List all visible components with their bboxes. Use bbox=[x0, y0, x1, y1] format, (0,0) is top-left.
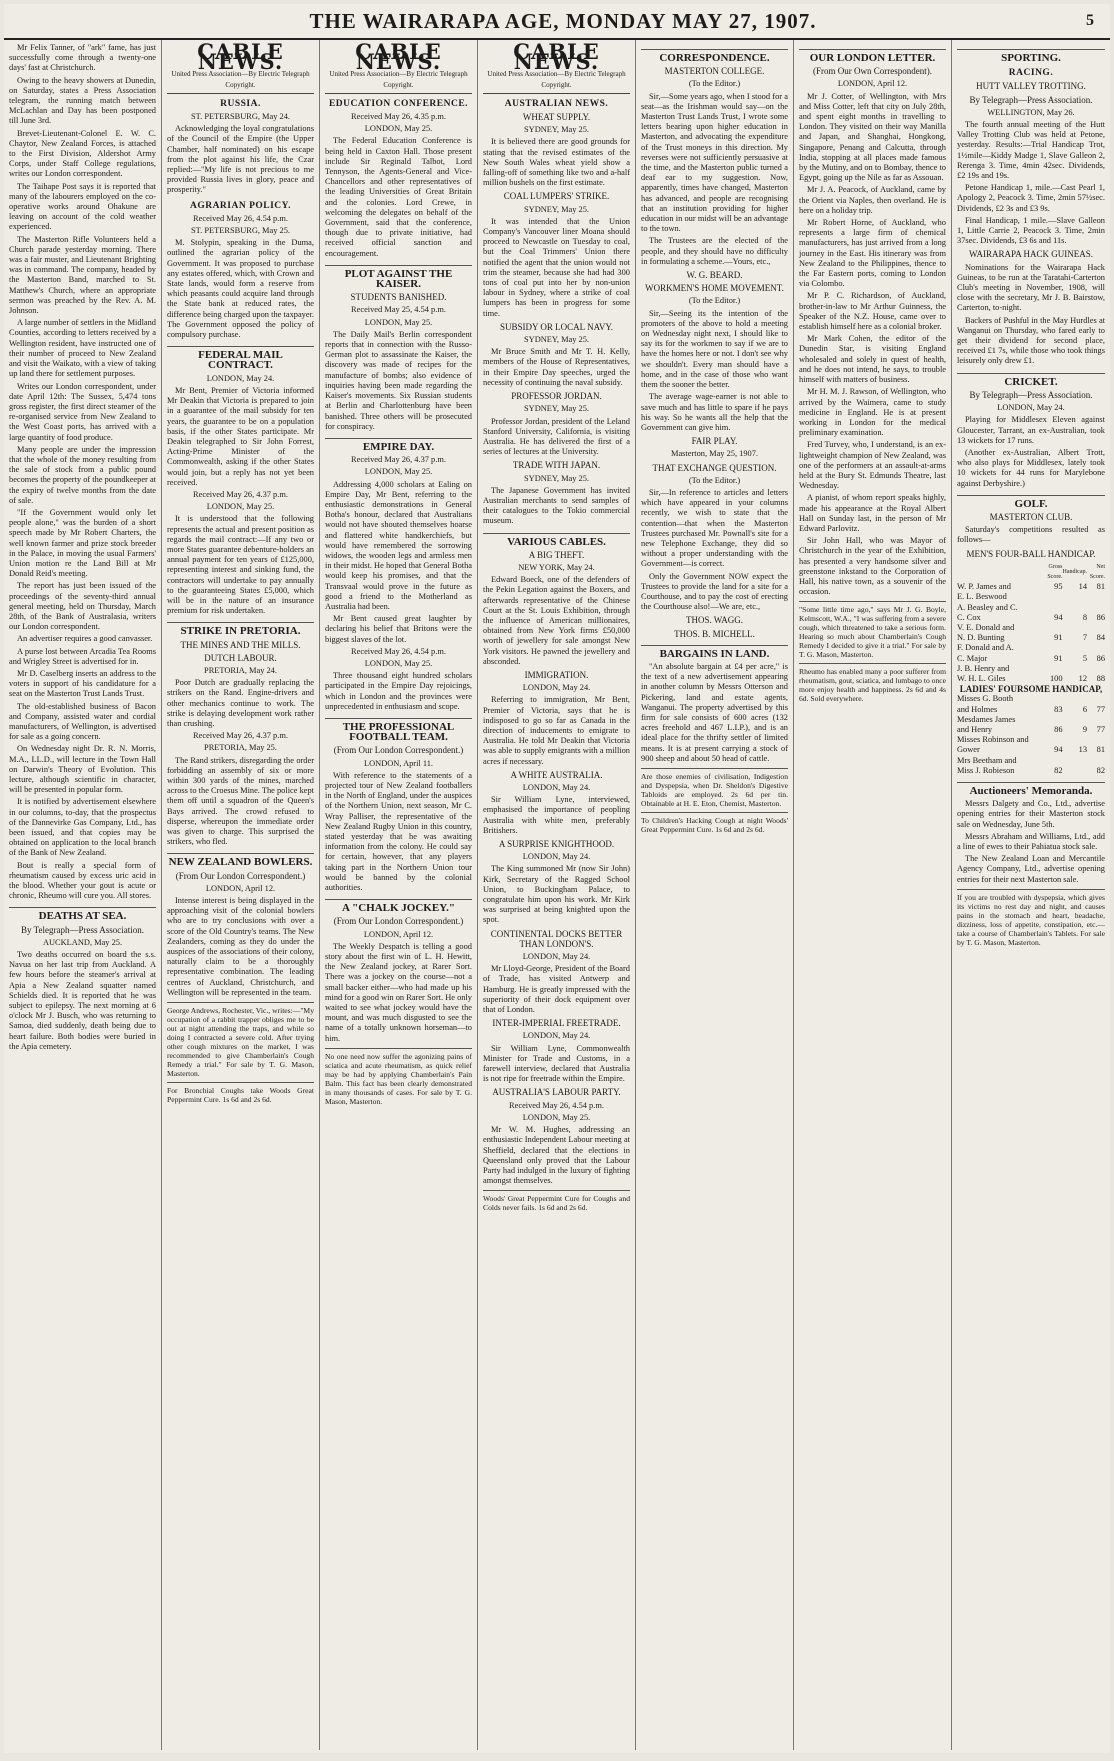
cable-news-title: CABLE NEWS. bbox=[197, 40, 284, 75]
subheadline: SUBSIDY OR LOCAL NAVY. bbox=[499, 321, 614, 332]
headline-chalk-jockey: A "CHALK JOCKEY." bbox=[325, 899, 472, 913]
received-note: Received May 26, 4.54 p.m. bbox=[351, 646, 446, 656]
paragraph: Three thousand eight hundred scholars participated in the Empire Day rejoicings, which in London and the provinces were unprecedented in enthusiasm and scope. bbox=[325, 671, 472, 711]
score-cell bbox=[1045, 694, 1063, 704]
paragraph: The Daily Mail's Berlin correspondent reports that in connection with the Russo-German plot to assassinate the Kaiser, the discovery was made of recipes for the manufacture of bombs; also evidence of inquiries having been made regarding the Kaiser's movements. Six Russian students at Berlin and Charlottenburg have been banished. Three others will be prosecuted for conspiracy. bbox=[325, 329, 472, 431]
paragraph: Referring to immigration, Mr Bent, Premier of Victoria, says that he is indisposed to go so far as Canada in the direction of inducements to emigrate to Australia. He told Mr Deakin that Victoria was able to supply emigrants with a million acres if necessary. bbox=[483, 695, 630, 766]
player-names: W. P. James and bbox=[957, 582, 1011, 592]
advertisement: No one need now suffer the agonizing pains of sciatica and acute rheumatism, as quick relief may be had by applying Chamberlain's Pain Balm. This fact has been clearly demonstrated in many thousands of cases. For sale by T. G. Mason, Masterton. bbox=[325, 1048, 472, 1106]
table-row bbox=[957, 664, 1105, 674]
paragraph: Mr Bruce Smith and Mr T. H. Kelly, members of the House of Representatives, in their Empire Day speeches, urged the necessity of continuing the naval subsidy. bbox=[483, 347, 630, 387]
score-cell: 86 bbox=[1054, 724, 1063, 734]
table-row bbox=[957, 582, 1105, 592]
dateline: LONDON, May 24. bbox=[522, 852, 591, 862]
score-cell: 8 bbox=[1082, 612, 1087, 622]
column-2 bbox=[162, 40, 320, 1750]
headline-empire-day: EMPIRE DAY. bbox=[325, 438, 472, 452]
newspaper-title: THE WAIRARAPA AGE, MONDAY MAY 27, 1907. bbox=[309, 8, 817, 33]
subheadline: A SURPRISE KNIGHTHOOD. bbox=[498, 839, 615, 850]
player-names: Misses Robinson and bbox=[957, 735, 1029, 745]
player-names: E. L. Beswood bbox=[957, 592, 1007, 602]
score-cell bbox=[1087, 643, 1105, 653]
headline-football-team: THE PROFESSIONAL FOOTBALL TEAM. bbox=[325, 718, 472, 742]
headline-racing: RACING. bbox=[1008, 68, 1054, 79]
subheadline: WORKMEN'S HOME MOVEMENT. bbox=[645, 283, 784, 294]
paragraph: Fred Turvey, who, I understand, is an ex-lightweight champion of New Zealand, was one of the performers at an assault-at-arms held at the Bury St. Edmunds Theatre, last Wednesday. bbox=[799, 440, 946, 491]
table-row bbox=[957, 633, 1105, 643]
dateline: LONDON, May 24. bbox=[522, 952, 591, 962]
score-cell bbox=[1087, 592, 1105, 602]
subheadline: WHEAT SUPPLY. bbox=[522, 112, 591, 123]
player-names: and Holmes bbox=[957, 704, 998, 714]
dateline: PRETORIA, May 24. bbox=[204, 665, 277, 675]
subheadline: LADIES' FOURSOME HANDICAP, bbox=[959, 684, 1103, 695]
paragraph: Poor Dutch are gradually replacing the strikers on the Rand. Engine-drivers and other mechanics continue to work. The strike is delaying development work rather than crushing. bbox=[167, 678, 314, 728]
player-names: Miss J. Robieson bbox=[957, 765, 1015, 775]
dateline: SYDNEY, May 25. bbox=[524, 125, 589, 135]
received-note: Received May 26, 4.37 p.m. bbox=[193, 489, 288, 499]
score-cell bbox=[1045, 643, 1063, 653]
paragraph: Mr J. A. Peacock, of Auckland, came by the Orient via Naples, then overland. He is here on a holiday trip. bbox=[799, 185, 946, 215]
paragraph: Intense interest is being displayed in the approaching visit of the colonial bowlers who are to try conclusions with over a score of the Old Country's teams. The New Zealanders, coming as they do under the auspices of the associations of their colony, naturally claim to be a thoroughly representative combination. The leading centres of Auckland, Christchurch, and Wellington will be represented in the team. bbox=[167, 896, 314, 997]
dateline: LONDON, May 25. bbox=[206, 502, 275, 512]
subheadline: AUSTRALIA'S LABOUR PARTY. bbox=[492, 1087, 621, 1098]
subheadline: IMMIGRATION. bbox=[524, 669, 589, 680]
column-3 bbox=[320, 40, 478, 1750]
player-names: N. D. Bunting bbox=[957, 633, 1005, 643]
score-cell: 91 bbox=[1054, 633, 1063, 643]
paragraph: Edward Boeck, one of the defenders of the Pekin Legation against the Boxers, and afterwards representative of the Chinese Court at the St. Louis Exhibition, through the influence of American millionaires, obtained from New York firms £50,000 worth of jewellery for sale amongst New York visitors. He pawned the jewellery and absconded. bbox=[483, 575, 630, 666]
table-row bbox=[957, 705, 1105, 715]
paragraph: Nominations for the Wairarapa Hack Guineas, to be run at the Taratahi-Carterton Club's meeting in November, 1908, will close with the secretary, Mr J. B. Bairstow, Carterton, to-night. bbox=[957, 262, 1105, 313]
headline-deaths-at-sea: DEATHS AT SEA. bbox=[9, 907, 156, 921]
table-row bbox=[957, 643, 1105, 653]
score-cell bbox=[1063, 766, 1088, 776]
page-number: 5 bbox=[1086, 12, 1094, 29]
cable-news-title: CABLE NEWS. bbox=[513, 40, 600, 75]
dateline: LONDON, May 25. bbox=[364, 467, 433, 477]
score-cell bbox=[1063, 694, 1088, 704]
paragraph: The Weekly Despatch is telling a good story about the first win of L. H. Hewitt, the New Zealand jockey, at Rarer Sort. There was a jockey on the course—not a small backer either—who had made up his mind for a good win on Rarer Sort. He only waited to see what jockey would have the mount, and was much disgusted to see the name of a totally unknown horseman—to him. bbox=[325, 941, 472, 1043]
dateline: LONDON, May 25. bbox=[364, 124, 433, 134]
score-cell bbox=[1087, 756, 1105, 766]
subheadline: DUTCH LABOUR. bbox=[204, 652, 277, 663]
dateline: LONDON, May 25. bbox=[522, 1112, 591, 1122]
copyright-note: United Press Association—By Electric Telegraph Copyright. bbox=[325, 69, 472, 93]
paragraph: Saturday's competitions resulted as follows— bbox=[957, 525, 1105, 545]
dateline: SYDNEY, May 25. bbox=[524, 404, 589, 414]
score-cell bbox=[1087, 623, 1105, 633]
copyright-note: United Press Association—By Electric Telegraph Copyright. bbox=[483, 69, 630, 93]
byline: (From Our Own Correspondent). bbox=[813, 66, 932, 77]
advertisement: To Children's Hacking Cough at night Woods' Great Peppermint Cure. 1s 6d and 2s 6d. bbox=[641, 812, 788, 834]
score-cell: 81 bbox=[1096, 745, 1105, 755]
paragraph: Sir William Lyne, Commonwealth Minister for Trade and Customs, in a farewell interview, declared that Australia is not ripe for freetrade within the Empire. bbox=[483, 1043, 630, 1084]
score-cell: 7 bbox=[1082, 633, 1087, 643]
score-cell bbox=[1087, 715, 1105, 725]
paragraph: It is understood that the following represents the actual and present position as regards the mail contract:—If any two or more States guarantee debenture-holders an annual payment for ten years of £125,000, representing interest and sinking fund, the contractors will undertake to pay annually to the guaranteeing States £5,000, which will be in the nature of an insurance premium for risk undertaken. bbox=[167, 514, 314, 616]
dateline: LONDON, April 11. bbox=[363, 758, 433, 768]
score-cell: 100 bbox=[1049, 673, 1063, 683]
score-cell: 5 bbox=[1082, 653, 1087, 663]
table-row bbox=[957, 694, 1105, 704]
table-row bbox=[957, 725, 1105, 735]
dateline: LONDON, April 12. bbox=[205, 883, 276, 893]
paragraph: A purse lost between Arcadia Tea Rooms and Wrigley Street is advertised for in. bbox=[9, 646, 156, 666]
player-names: Gower bbox=[957, 745, 980, 755]
paragraph: The Japanese Government has invited Australian merchants to send samples of their catalogues to the Tokio commercial museum. bbox=[483, 485, 630, 526]
subheadline: STUDENTS BANISHED. bbox=[350, 292, 447, 303]
to-the-editor: (To the Editor.) bbox=[688, 79, 741, 89]
paragraph: Mr Mark Cohen, the editor of the Dunedin Star, is visiting England wholesaled and solely in quest of health, and he does not intend, he says, to trouble himself with matters of business. bbox=[799, 334, 946, 385]
headline-sporting: SPORTING. bbox=[957, 49, 1105, 63]
paragraph: Final Handicap, 1 mile.—Slave Galleon 1, Little Carrie 2, Peacock 3. Time, 2min 37sec. Dividends, £3 6s and 11s. bbox=[957, 215, 1105, 246]
paragraph: Sir,—Some years ago, when I stood for a seat—as the Irishman would say—on the Masterton Trust Lands Trust, I wrote some letters bearing upon higher education in Masterton, and advocating the expenditure of the Trust moneys in this direction. My reverses were not sufficiently persuasive at the time, and the Masterton public turned a deaf ear to my suggestion. Now, apparently, times have changed, Masterton has advanced, and people are recognising that an institution providing for higher education in our midst will be an advantage to the town. bbox=[641, 91, 788, 234]
player-names: J. B. Henry and bbox=[957, 663, 1010, 673]
subheadline: MASTERTON COLLEGE. bbox=[664, 66, 765, 77]
score-cell: 9 bbox=[1082, 724, 1087, 734]
subheadline: CONTINENTAL DOCKS BETTER THAN LONDON'S. bbox=[490, 928, 623, 949]
newspaper-page bbox=[4, 4, 1110, 1753]
dateline: ST. PETERSBURG, May 24. bbox=[191, 112, 290, 122]
subheadline: A BIG THEFT. bbox=[528, 549, 585, 560]
masthead bbox=[4, 4, 1110, 40]
table-row bbox=[957, 613, 1105, 623]
score-cell: 13 bbox=[1078, 745, 1087, 755]
advertisement: Are those enemies of civilisation, Indigestion and Dyspepsia, when Dr. Sheldon's Digestive Tabloids are employed. 2s 6d per tin. Obtainable at H. E. Eton, Chemist, Masterton. bbox=[641, 768, 788, 808]
headline-correspondence: CORRESPONDENCE. bbox=[641, 49, 788, 63]
player-names: Misses G. Booth bbox=[957, 694, 1014, 704]
score-cell bbox=[1045, 603, 1063, 613]
column-header: Gross Score. bbox=[1047, 563, 1063, 580]
paragraph: Addressing 4,000 scholars at Ealing on Empire Day, Mr Bent, referring to the enthusiastic demonstrations in General Botha's honour, declared that Australians would not have shouted themselves hoarse and flattered white handkerchiefs, but would have remembered the sorrowing widows, the wooden legs and armless men in their midst. He hoped that General Botha would keep his promises, and that the Transvaal would prove in the future as good a friend to the Motherland as Australia had been. bbox=[325, 479, 472, 611]
paragraph: Mr W. M. Hughes, addressing an enthusiastic Independent Labour meeting at Sheffield, declared that the elections in Queensland only proved that the Labour Party had indulged in the luxury of fighting amongst themselves. bbox=[483, 1125, 630, 1186]
advertisement: Rheumo has enabled many a poor sufferer from rheumatism, gout, sciatica, and lumbago to once more enjoy health and happiness. 2s 6d and 4s 6d. Sold everywhere. bbox=[799, 663, 946, 703]
paragraph: Mr Bent, Premier of Victoria informed Mr Deakin that Victoria is prepared to join in a guarantee of the mail subsidy for ten years, the guarantee to be on a population basis, if the other States participate. Mr Deakin telegraphed to Sir John Forrest, Acting-Prime Minister of the Commonwealth, asking if the other States would join, but a reply has not yet been received. bbox=[167, 385, 314, 487]
headline-strike-pretoria: STRIKE IN PRETORIA. bbox=[167, 622, 314, 636]
score-cell: 6 bbox=[1082, 704, 1087, 714]
received-note: Received May 26, 4.35 p.m. bbox=[351, 112, 446, 122]
to-the-editor: (To the Editor.) bbox=[688, 296, 741, 306]
paragraph: Sir,—Seeing its the intention of the promoters of the above to hold a meeting on Wednesday night next, I should like to say its for the workmen to say if we are to have the homes here or not. I don't see why we shouldn't. Every man should have a home, and in the case of those who want them the sooner the better. bbox=[641, 308, 788, 390]
score-cell: 14 bbox=[1078, 582, 1087, 592]
column-1 bbox=[4, 40, 162, 1750]
dateline: SYDNEY, May 25. bbox=[524, 204, 589, 214]
paragraph: Petone Handicap 1, mile.—Cast Pearl 1, Apology 2, Peacock 3. Time, 2min 57½sec. Dividends, £2 3s and £3 9s. bbox=[957, 183, 1105, 213]
player-names: F. Donald and A. bbox=[957, 643, 1014, 653]
signature: FAIR PLAY. bbox=[691, 436, 738, 447]
table-row bbox=[957, 766, 1105, 776]
advertisement: George Andrews, Rochester, Vic., writes:—"My occupation of a rabbit trapper obliges me to be out at night attending the traps, and while so doing I contracted a severe cold. After trying other cough mixtures on the market, I was recommended to give Chamberlain's Cough Remedy a trial." For sale by T. G. Mason, Masterton. bbox=[167, 1002, 314, 1078]
column-header: Net Score. bbox=[1089, 563, 1105, 580]
table-row bbox=[957, 674, 1105, 684]
score-cell: 77 bbox=[1096, 724, 1105, 734]
headline-russia: RUSSIA. bbox=[220, 98, 261, 109]
table-row bbox=[957, 715, 1105, 725]
score-cell: 84 bbox=[1096, 633, 1105, 643]
signature: THOS. WAGG. bbox=[685, 615, 744, 626]
score-cell bbox=[1045, 592, 1063, 602]
paragraph: The Taihape Post says it is reported that many of the labourers employed on the co-operative works around Ohakune are leaving on account of the cold weather experienced. bbox=[9, 181, 156, 232]
player-names: V. E. Donald and bbox=[957, 622, 1015, 632]
dateline: ST. PETERSBURG, May 25. bbox=[191, 226, 290, 236]
dateline: LONDON, May 25. bbox=[364, 317, 433, 327]
score-cell: 82 bbox=[1096, 765, 1105, 775]
score-cell bbox=[1063, 643, 1088, 653]
score-cell bbox=[1063, 756, 1088, 766]
paragraph: The old-established business of Bacon and Company, assisted water and cordial manufacturers, of Wellington, is advertised for sale as a going concern. bbox=[9, 701, 156, 742]
paragraph: The Federal Education Conference is being held in Caxton Hall. Those present include Sir Reginald Talbot, Lord Tennyson, the Agents-General and Vice-Chancellors and other representatives of the leading Universities of Great Britain and the colonies. Lord Crewe, in welcoming the delegates on behalf of the Government, said that the conference, though due to private initiative, had received official sanction and encouragement. bbox=[325, 136, 472, 258]
paragraph: The New Zealand Loan and Mercantile Agency Company, Ltd., advertise opening entries for their next Masterton sale. bbox=[957, 854, 1105, 884]
paragraph: Messrs Abraham and Williams, Ltd., add a line of ewes to their Pahiatua stock sale. bbox=[957, 831, 1105, 852]
advertisement: If you are troubled with dyspepsia, which gives its victims no rest day and night, and causes pains in the stomach and heart, headache, dizziness, loss of appetite, constipation, etc.—take a course of Chamberlain's Tablets. For sale by T. G. Mason, Masterton. bbox=[957, 889, 1105, 947]
score-cell bbox=[1063, 603, 1088, 613]
paragraph: It was intended that the Union Company's Vancouver liner Moana should proceed to Newcastle on Tuesday to coal, but the Coal Trimmers' Union there notified the agent that the union would not trim the steamer, because she had had 300 tons of coal put into her by non-union labour in Sydney, where a strike of coal lumpers has been in progress for some time. bbox=[483, 216, 630, 318]
table-row bbox=[957, 735, 1105, 745]
table-row bbox=[957, 745, 1105, 755]
headline-auctioneers: Auctioneers' Memoranda. bbox=[957, 782, 1105, 796]
score-cell bbox=[1087, 694, 1105, 704]
table-row bbox=[957, 592, 1105, 602]
paragraph: The report has just been issued of the proceedings of the seventy-third annual general meeting, held on Thursday, March 28th, of the Bank of Australasia, writers our London correspondent. bbox=[9, 581, 156, 632]
subheadline: COAL LUMPERS' STRIKE. bbox=[503, 191, 610, 202]
paragraph: A pianist, of whom report speaks highly, made his appearance at the Royal Albert Hall on Sunday last, in the person of Mr Edward Parlovitz. bbox=[799, 493, 946, 533]
subheadline: HUTT VALLEY TROTTING. bbox=[976, 81, 1086, 92]
headline-nz-bowlers: NEW ZEALAND BOWLERS. bbox=[167, 853, 314, 867]
score-cell bbox=[1045, 623, 1063, 633]
column-4 bbox=[478, 40, 636, 1750]
score-cell bbox=[1063, 592, 1088, 602]
place-date: Masterton, May 25, 1907. bbox=[671, 449, 758, 459]
headline-london-letter: OUR LONDON LETTER. bbox=[799, 49, 946, 63]
column-5 bbox=[636, 40, 794, 1750]
score-cell: 95 bbox=[1054, 582, 1063, 592]
score-cell bbox=[1045, 756, 1063, 766]
paragraph: Mr J. Cotter, of Wellington, with Mrs and Miss Cotter, left that city on July 28th, and spent eight months in travelling to London. They visited on their way Manilla and Japan, and Shanghai, Hongkong, Singapore, Penang and Calcutta, through India, stopping at all places made famous by the Mutiny, and on to Bombay, thence to Egypt, going up the Nile as far as Assouan. bbox=[799, 91, 946, 183]
score-cell: 88 bbox=[1096, 673, 1105, 683]
paragraph: M. Stolypin, speaking in the Duma, outlined the agrarian policy of the Government. It was proposed to purchase any estates offered, which, with Crown and State lands, would form a reserve from which peasants could acquire land through the State bank at reduced rates, the difference being charged upon the taxpayer. The Government opposed the policy of compulsory purchase. bbox=[167, 238, 314, 340]
paragraph: The average wage-earner is not able to save much and has little to spare if he pays his way. So he wants all the help that the Government can give him. bbox=[641, 392, 788, 432]
subheadline: INTER-IMPERIAL FREETRADE. bbox=[492, 1018, 621, 1029]
paragraph: Two deaths occurred on board the s.s. Navua on her last trip from Auckland. A few hours before the steamer's arrival at Apia a New Zealand squatter named Schields died. It is reported that he was subject to epilepsy. The next morning at 6 o'clock Mr J. Busch, who was returning to Samoa, died suddenly, death being due to heart failure. Both bodies were buried in the Apia cemetery. bbox=[9, 950, 156, 1051]
paragraph: Sir William Lyne, interviewed, emphasised the importance of peopling Australia with white men, preferably Britishers. bbox=[483, 795, 630, 835]
dateline: PRETORIA, May 25. bbox=[204, 743, 277, 753]
paragraph: Acknowledging the loyal congratulations of the Council of the Empire (the Upper Chamber, half nominated) on his escape from the plot against his life, the Czar replied:—"My life is not precious to me provided Russia lives in glory, peace and prosperity." bbox=[167, 124, 314, 195]
byline: By Telegraph—Press Association. bbox=[969, 389, 1093, 400]
copyright-note: United Press Association—By Electric Telegraph Copyright. bbox=[167, 69, 314, 93]
player-names: A. Beasley and C. bbox=[957, 602, 1018, 612]
received-note: Received May 26, 4.54 p.m. bbox=[509, 1100, 604, 1110]
paragraph: Sir John Hall, who was Mayor of Christchurch in the year of the Exhibition, has presented a very handsome silver and greenstone inkstand to the Corporation of Hall, his native town, as a souvenir of the occasion. bbox=[799, 536, 946, 597]
score-cell bbox=[1045, 715, 1063, 725]
headline-cricket: CRICKET. bbox=[957, 373, 1105, 387]
to-the-editor: (To the Editor.) bbox=[688, 475, 741, 485]
byline: (From Our London Correspondent.) bbox=[333, 745, 464, 756]
table-row bbox=[957, 756, 1105, 766]
paragraph: The Rand strikers, disregarding the order forbidding an assembly of six or more within 300 yards of the mines, marched across to the Croesus Mine. The police kept them off until a squadron of the Queen's Bays arrived. The crowd refused to disperse, whereupon the immediate order was given to charge. This surprised the strikers, who fled. bbox=[167, 755, 314, 847]
paragraph: Mr Bent caused great laughter by declaring his belief that Britons were the biggest slaves of the lot. bbox=[325, 614, 472, 644]
paragraph: Mr H. M. J. Rawson, of Wellington, who arrived by the Waimera, came to study medicine in England. He is at present working in London for the medical preliminary examination. bbox=[799, 387, 946, 438]
dateline: AUCKLAND, May 25. bbox=[42, 937, 123, 947]
player-names: C. Major bbox=[957, 653, 988, 663]
player-names: W. H. L. Giles bbox=[957, 673, 1006, 683]
score-cell bbox=[1063, 735, 1088, 745]
paragraph: Owing to the heavy showers at Dunedin, on Saturday, states a Press Association telegram, the running match between McLachlan and Day has been postponed till June 3rd. bbox=[9, 75, 156, 126]
paragraph: Many people are under the impression that the whole of the money resulting from the sale of stock from a public pound becomes the property of the poundkeeper at the expiry of twelve months from the date of sale. bbox=[9, 444, 156, 505]
received-note: Received May 26, 4.37 p.m. bbox=[351, 455, 446, 465]
paragraph: Writes our London correspondent, under date April 12th: The Sussex, 5,474 tons gross register, the first direct steamer of the re-organised service from New Zealand to the West Coast ports, has arrived with a large quantity of food produce. bbox=[9, 381, 156, 442]
column-7 bbox=[952, 40, 1110, 1750]
paragraph: Only the Government NOW expect the Trustees to provide the land for a site for a Courthouse, and to pay the cost of erecting the Courthouse also!—We are, etc., bbox=[641, 571, 788, 612]
paragraph: Professor Jordan, president of the Leland Stanford University, California, is visiting Australia. He has delivered the first of a series of lectures at the University. bbox=[483, 416, 630, 457]
player-names: Mrs Beetham and bbox=[957, 755, 1017, 765]
byline: By Telegraph—Press Association. bbox=[969, 94, 1093, 105]
score-cell: 81 bbox=[1096, 582, 1105, 592]
headline-various-cables: VARIOUS CABLES. bbox=[483, 533, 630, 547]
headline-federal-mail: FEDERAL MAIL CONTRACT. bbox=[167, 346, 314, 370]
dateline: LONDON, May 24. bbox=[522, 783, 591, 792]
player-names: C. Cox bbox=[957, 612, 981, 622]
score-cell: 82 bbox=[1054, 765, 1063, 775]
headline-australian-news: AUSTRALIAN NEWS. bbox=[504, 98, 609, 109]
byline: (From Our London Correspondent.) bbox=[333, 916, 464, 927]
score-cell: 86 bbox=[1096, 612, 1105, 622]
dateline: NEW YORK, May 24. bbox=[518, 562, 595, 572]
paragraph: (Another ex-Australian, Albert Trott, who also plays for Middlesex, lately took 10 wickets for 44 runs for Marylebone against Derbyshire.) bbox=[957, 447, 1105, 488]
paragraph: The King summoned Mr (now Sir John) Kirk, Secretary of the Ragged School Union, to Buckingham Palace, to congratulate him upon his work. Mr Kirk was surprised at being knighted upon the spot. bbox=[483, 864, 630, 925]
score-cell bbox=[1063, 715, 1088, 725]
advertisement: Woods' Great Peppermint Cure for Coughs and Colds never fails. 1s 6d and 2s 6d. bbox=[483, 1190, 630, 1212]
paragraph: Sir,—In reference to articles and letters which have appeared in your columns recently, we wish to state that the contention—that when the Masterton Trustees purchased Mr. Pownall's site for a new Telephone Exchange, they did so without a proper understanding with the Government—is correct. bbox=[641, 487, 788, 569]
paragraph: Messrs Dalgety and Co., Ltd., advertise opening entries for their Masterton stock sale on Wednesday, June 5th. bbox=[957, 799, 1105, 829]
paragraph: On Wednesday night Dr. R. N. Morris, M.A., LL.D., will lecture in the Town Hall on Darwin's Theory of Evolution. This lecture, although scientific in character, will be presented in popular form. bbox=[9, 744, 156, 795]
headline-agrarian-policy: AGRARIAN POLICY. bbox=[189, 200, 292, 211]
advertisement: "Some little time ago," says Mr J. G. Boyle, Kelmscott, W.A., "I was suffering from a severe cough, which threatened to take a serious form. Hearing so much about Chamberlain's Cough Remedy I decided to give it a trial." For sale by T. G. Mason, Masterton. bbox=[799, 601, 946, 659]
headline-education-conference: EDUCATION CONFERENCE. bbox=[328, 98, 469, 109]
table-header-row bbox=[957, 562, 1105, 582]
paragraph: It is believed there are good grounds for stating that the revised estimates of the New South Wales wheat yield show a falling-off of something like two and a-half million bushels on the first estimate. bbox=[483, 137, 630, 188]
paragraph: Playing for Middlesex Eleven against Gloucester, Tarrant, an ex-Australian, took 13 wickets for 17 runs. bbox=[957, 415, 1105, 445]
byline: By Telegraph—Press Association. bbox=[21, 924, 144, 935]
signature: W. G. BEARD. bbox=[686, 270, 743, 281]
paragraph: Mr Lloyd-George, President of the Board of Trade, has visited Antwerp and Hamburg. He is greatly impressed with the superiority of their dock equipment over that of London. bbox=[483, 964, 630, 1015]
paragraph: The Masterton Rifle Volunteers held a Church parade yesterday morning. There was a fair muster, and Lieutenant Brighting was in command. The company, headed by the Masterton Band, marched to St. Matthew's Church, where an appropriate sermon was preached by the Rev. A. M. Johnson. bbox=[9, 234, 156, 316]
subheadline: A WHITE AUSTRALIA. bbox=[510, 769, 603, 780]
table-row bbox=[957, 623, 1105, 633]
paragraph: Mr Felix Tanner, of "ark" fame, has just successfully come through a twenty-one days' fast at Christchurch. bbox=[9, 43, 156, 73]
headline-bargains-in-land: BARGAINS IN LAND. bbox=[641, 645, 788, 659]
paragraph: Mr D. Caselberg inserts an address to the voters in support of his candidature for a seat on the Masterton Trust Lands Trust. bbox=[9, 668, 156, 699]
score-cell bbox=[1063, 664, 1088, 674]
score-cell bbox=[1087, 735, 1105, 745]
score-cell: 94 bbox=[1054, 745, 1063, 755]
paragraph: Bout is really a special form of rheumatism caused by excess uric acid in the blood. Whether your gout is acute or chronic, Rheumo will cure you. All stores. bbox=[9, 860, 156, 901]
score-cell: 12 bbox=[1078, 673, 1087, 683]
paragraph: Brevet-Lieutenant-Colonel E. W. C. Chaytor, New Zealand Forces, is attached to the First Division, Aldershot Army Corps, under Staff College regulations, writes our London correspondent. bbox=[9, 128, 156, 179]
headline-plot-kaiser: PLOT AGAINST THE KAISER. bbox=[325, 265, 472, 289]
score-cell bbox=[1045, 735, 1063, 745]
subheadline: MEN'S FOUR-BALL HANDICAP. bbox=[966, 548, 1096, 559]
dateline: LONDON, May 25. bbox=[364, 658, 433, 668]
paragraph: The fourth annual meeting of the Hutt Valley Trotting Club was held at Petone, yesterday. Results:—Trial Handicap Trot, 1½mile—Kiddy Madge 1, Slave Galleon 2, Rerenga 3. Time, 4min 42sec. Dividends, £2 19s and 19s. bbox=[957, 120, 1105, 181]
received-note: Received May 26, 4.37 p.m. bbox=[193, 731, 288, 741]
subheadline: THAT EXCHANGE QUESTION. bbox=[652, 462, 777, 473]
dateline: LONDON, May 24. bbox=[206, 373, 275, 383]
dateline: LONDON, May 24. bbox=[522, 1031, 591, 1041]
byline: (From Our London Correspondent.) bbox=[175, 870, 306, 881]
score-cell bbox=[1063, 623, 1088, 633]
dateline: LONDON, April 12. bbox=[837, 79, 908, 89]
column-header: Handicap. bbox=[1062, 568, 1087, 575]
table-row bbox=[957, 603, 1105, 613]
subheadline: TRADE WITH JAPAN. bbox=[512, 460, 601, 471]
paragraph: "If the Government would only let people alone," was the burden of a short speech made by Mr Robert Charters, the well known farmer and prize stock breeder in the Palace, in moving the usual Farmers' Union motion re the Land Bill at Mr Donald Reid's meeting. bbox=[9, 507, 156, 579]
dateline: WELLINGTON, May 26. bbox=[987, 107, 1075, 117]
player-names: Mesdames James bbox=[957, 714, 1016, 724]
subheadline: WAIRARAPA HACK GUINEAS. bbox=[969, 249, 1093, 260]
paragraph: "An absolute bargain at £4 per acre," is the text of a new advertisement appearing in another column by Messrs Otterson and Pickering, land and estate agents, Wanganui. The property advertised by this firm for sale consists of 600 acres (132 acres freehold and 467 L.I.P.), and is an ideal place for the thrifty settler of limited means. It is at present carrying a stock of 900 sheep and about 50 head of cattle. bbox=[641, 661, 788, 763]
dateline: SYDNEY, May 25. bbox=[524, 335, 589, 345]
dateline: LONDON, May 24. bbox=[997, 403, 1065, 413]
column-6 bbox=[794, 40, 952, 1750]
cable-news-title: CABLE NEWS. bbox=[355, 40, 442, 75]
dateline: LONDON, May 24. bbox=[522, 683, 591, 693]
subheadline: MASTERTON CLUB. bbox=[989, 511, 1073, 522]
table-row bbox=[957, 654, 1105, 664]
subheadline: PROFESSOR JORDAN. bbox=[511, 391, 602, 402]
dateline: SYDNEY, May 25. bbox=[524, 473, 589, 483]
score-cell bbox=[1087, 603, 1105, 613]
signature: THOS. B. MICHELL. bbox=[674, 628, 755, 639]
subheadline: THE MINES AND THE MILLS. bbox=[180, 639, 301, 650]
dateline: LONDON, April 12. bbox=[363, 929, 434, 939]
score-cell: 91 bbox=[1054, 653, 1063, 663]
paragraph: The Trustees are the elected of the people, and they should have no difficulty in formulating a scheme.—Yours, etc., bbox=[641, 236, 788, 266]
paragraph: It is notified by advertisement elsewhere in our columns, to-day, that the prospectus of the Dannevirke Gas Company, Ltd., has been issued, and that copies may be obtained on application to the local branch of the Bank of New Zealand. bbox=[9, 797, 156, 858]
golf-scores-table bbox=[957, 562, 1105, 776]
paragraph: Backers of Pushful in the May Hurdles at Wanganui on Thursday, who fared early to get their dividend for second place, received £1 7s, while those who took things leisurely only drew £1. bbox=[957, 315, 1105, 366]
player-names: and Henry bbox=[957, 724, 993, 734]
received-note: Received May 25, 4.54 p.m. bbox=[351, 305, 446, 315]
score-cell: 83 bbox=[1054, 704, 1063, 714]
score-cell bbox=[1087, 664, 1105, 674]
score-cell: 77 bbox=[1096, 704, 1105, 714]
paragraph: An advertiser requires a good canvasser. bbox=[17, 634, 153, 644]
advertisement: For Bronchial Coughs take Woods Great Peppermint Cure. 1s 6d and 2s 6d. bbox=[167, 1082, 314, 1104]
paragraph: A large number of settlers in the Midland Counties, according to letters received by a Wellington resident, have instructed one of their number of proceed to New Zealand and visit the Waikato, with a view of taking up land there for settlement purposes. bbox=[9, 318, 156, 379]
paragraph: With reference to the statements of a projected tour of New Zealand footballers in the North of England, under the auspices of the Northern Union, next season, Mr C. Wray Palliser, the representative of the New Zealand Rugby Union in this country, stated yesterday that he was awaiting information from the colony. He could say for certain, however, that any players taking part in the Northern Union tour would be banned by the colonial authorities. bbox=[325, 770, 472, 893]
score-cell: 86 bbox=[1096, 653, 1105, 663]
received-note: Received May 26, 4.54 p.m. bbox=[193, 213, 288, 223]
score-cell bbox=[1045, 664, 1063, 674]
headline-golf: GOLF. bbox=[957, 495, 1105, 509]
paragraph: Mr P. C. Richardson, of Auckland, brother-in-law to Mr Arthur Guinness, the Speaker of the N.Z. House, came over to establish himself here as a colonial broker. bbox=[799, 291, 946, 332]
score-cell: 94 bbox=[1054, 612, 1063, 622]
paragraph: Mr Robert Horne, of Auckland, who represents a large firm of chemical manufacturers, has just arrived from a long journey in the East. His itinerary was from New Zealand to the Philippines, thence to the Far Eastern ports, coming to London via Colombo. bbox=[799, 218, 946, 289]
